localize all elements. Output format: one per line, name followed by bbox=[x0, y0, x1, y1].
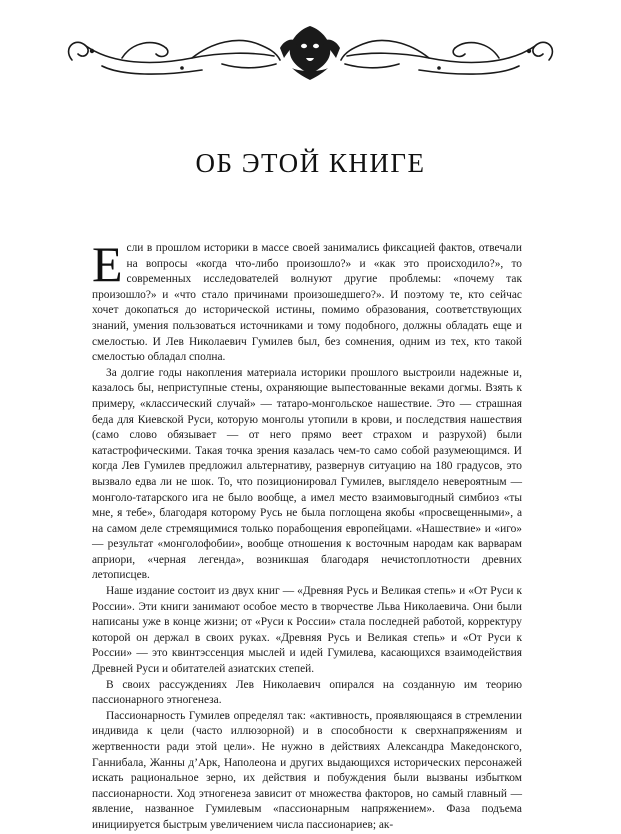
paragraph-2: За долгие годы накопления материала историки прошлого выстроили надежные и, казалось бы, неприступные стены, охраняющие выпестованные веками догмы. Взять к примеру, «классический случай» — татаро-монгольское нашествие. Это — страшная беда для Киевской Руси, которую монголы утопили в крови, и последствия нашествия (само слово обязывает — от него прямо веет страхом и разрухой) были катастрофическими. Такая точка зрения казалась чем-то само собой разумеющимся. И когда Лев Гумилев предложил альтернативу, развернув ситуацию на 180 градусов, это вызвало едва ли не шок. То, что позиционировал Гумилев, выглядело невероятным — монголо-татарского ига не было вообще, а имел место взаимовыгодный симбиоз «ты мне, я тебе», благодаря которому Русь не была поглощена якобы «просвещенными», а на самом деле стремящимися только порабощения европейцами. «Нашествие» и «иго» — результат «монголофобии», вообще отношения к восточным народам как варварам априори, «черная легенда», возникшая благодаря нечистоплотности древних летописцев. bbox=[92, 366, 522, 582]
paragraph-3: Наше издание состоит из двух книг — «Древняя Русь и Великая степь» и «От Руси к России». Эти книги занимают особое место в творчестве Льва Николаевича. Они были написаны уже в конце жизни; от «Руси к России» стала последней работой, корректуру которой он держал в своих руках. «Древняя Русь и Великая степь» и «От Руси к России» — это квинтэссенция мыслей и идей Гумилева, касающихся взаимодействия Древней Руси и обитателей азиатских степей. bbox=[92, 585, 522, 676]
drop-cap: Е bbox=[92, 236, 123, 292]
header-ornament bbox=[62, 18, 559, 80]
paragraph-4: В своих рассуждениях Лев Николаевич опирался на созданную им теорию пассионарного этногенеза. bbox=[92, 678, 522, 707]
paragraph-5: Пассионарность Гумилев определял так: «активность, проявляющаяся в стремлении индивида к цели (часто иллюзорной) и в способности к сверхнапряжениям и жертвенности ради этой цели». Не нужно в действиях Александра Македонского, Ганнибала, Жанны д’Арк, Наполеона и других выдающихся исторических персонажей искать рациональное зерно, их действия и побуждения были вызваны избытком пассионарности. Ход этногенеза зависит от множества факторов, но самый главный — явление, названное Гумилевым «пассионарным напряжением». Фаза подъема инициируется быстрым увеличением числа пассионариев; ак- bbox=[92, 709, 522, 831]
paragraph-1 bbox=[92, 236, 522, 366]
body-text bbox=[92, 236, 522, 834]
page-title: ОБ ЭТОЙ КНИГЕ bbox=[195, 148, 426, 178]
paragraph-1-text: сли в прошлом историки в массе своей занимались фиксацией фактов, отвечали на вопросы «когда что-либо произошло?» и «как это происходило?», то современных исследователей волнуют другие проблемы: «почему так произошло?» и «что стало причинами произошедшего?». И поэтому те, кто сейчас хочет докопаться до исторической истины, помимо образования, соответствующих знаний, умения пользоваться источниками и тому подобного, должны обладать еще и смелостью. И Лев Николаевич Гумилев был, без сомнения, одним из тех, кто такой смелостью обладал сполна. bbox=[92, 242, 522, 364]
